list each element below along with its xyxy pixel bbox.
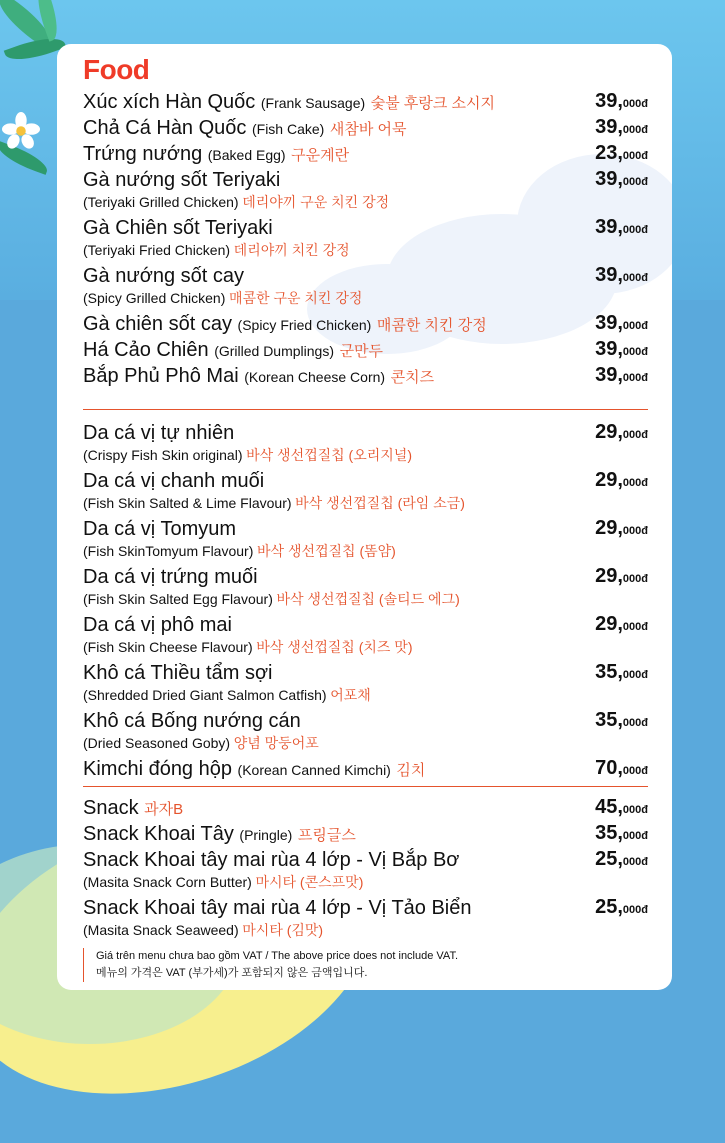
menu-item-line	[83, 613, 648, 637]
price-amount: 25,	[595, 848, 623, 870]
menu-item-korean: 데리야끼 치킨 강정	[233, 242, 350, 258]
menu-item-name: Da cá vị chanh muối	[83, 470, 265, 492]
price-unit: 000đ	[622, 272, 648, 284]
price-unit: 000đ	[622, 856, 648, 868]
menu-item-korean: 마시타 (김맛)	[242, 922, 324, 938]
menu-item-price	[595, 896, 648, 919]
price-unit: 000đ	[622, 717, 648, 729]
menu-item-name: Khô cá Thiều tẩm sợi	[83, 662, 273, 684]
menu-item-price	[595, 421, 648, 444]
menu-item	[83, 338, 648, 364]
menu-item-line	[83, 822, 648, 848]
menu-item-name: Snack Khoai Tây	[83, 823, 234, 845]
menu-item-line	[83, 116, 648, 142]
section-divider	[83, 409, 648, 410]
price-amount: 39,	[595, 168, 623, 190]
menu-item-korean: 어포채	[330, 687, 371, 703]
menu-item-subline	[83, 589, 648, 610]
menu-item-name: Khô cá Bống nướng cán	[83, 710, 301, 732]
price-unit: 000đ	[622, 621, 648, 633]
menu-item-name: Da cá vị tự nhiên	[83, 422, 235, 444]
vat-note-line: 메뉴의 가격은 VAT (부가세)가 포함되지 않은 금액입니다.	[96, 967, 368, 979]
menu-item-price	[595, 822, 648, 845]
menu-item-line	[83, 142, 648, 168]
menu-item-subline	[83, 541, 648, 562]
menu-item-english: (Frank Sausage)	[260, 95, 366, 111]
price-unit: 000đ	[622, 176, 648, 188]
price-unit: 000đ	[622, 765, 648, 777]
menu-item	[83, 661, 648, 706]
menu-item-line	[83, 661, 648, 685]
menu-item-korean: 콘치즈	[390, 369, 435, 386]
menu-item-name: Há Cảo Chiên	[83, 339, 209, 361]
menu-item-english: (Crispy Fish Skin original)	[83, 447, 243, 463]
menu-item-korean: 양념 망둥어포	[233, 735, 319, 751]
price-amount: 29,	[595, 565, 623, 587]
menu-item-korean: 과자B	[144, 801, 184, 818]
menu-item	[83, 168, 648, 213]
menu-item-name: Da cá vị phô mai	[83, 614, 232, 636]
price-amount: 29,	[595, 613, 623, 635]
menu-item-price	[595, 216, 648, 239]
page-title: Food	[83, 54, 150, 85]
menu-item	[83, 757, 648, 783]
menu-item-price	[595, 709, 648, 732]
menu-item-english: (Spicy Grilled Chicken)	[83, 290, 226, 306]
vat-note	[83, 948, 656, 982]
price-unit: 000đ	[622, 830, 648, 842]
menu-item-price	[595, 168, 648, 191]
menu-item-english: (Korean Canned Kimchi)	[237, 762, 391, 778]
menu-item-price	[595, 338, 648, 361]
menu-item-name: Gà nướng sốt Teriyaki	[83, 169, 281, 191]
menu-item-name: Xúc xích Hàn Quốc	[83, 91, 256, 113]
menu-item-price	[595, 661, 648, 684]
menu-item	[83, 565, 648, 610]
price-amount: 39,	[595, 116, 623, 138]
menu-item-english: (Fish SkinTomyum Flavour)	[83, 543, 254, 559]
price-amount: 29,	[595, 421, 623, 443]
menu-item-name: Gà nướng sốt cay	[83, 265, 245, 287]
price-unit: 000đ	[622, 669, 648, 681]
menu-item	[83, 264, 648, 309]
menu-item	[83, 822, 648, 848]
menu-item	[83, 896, 648, 941]
vat-note-line: Giá trên menu chưa bao gồm VAT / The above price does not include VAT.	[96, 950, 459, 962]
menu-item-price	[595, 116, 648, 139]
menu-item-name: Snack	[83, 797, 139, 819]
menu-item	[83, 216, 648, 261]
menu-item-english: (Masita Snack Corn Butter)	[83, 874, 252, 890]
menu-item	[83, 613, 648, 658]
price-amount: 35,	[595, 709, 623, 731]
price-unit: 000đ	[622, 150, 648, 162]
price-amount: 35,	[595, 822, 623, 844]
menu-item-price	[595, 613, 648, 636]
menu-item-price	[595, 469, 648, 492]
price-amount: 39,	[595, 364, 623, 386]
price-unit: 000đ	[622, 429, 648, 441]
price-unit: 000đ	[622, 573, 648, 585]
price-amount: 23,	[595, 142, 623, 164]
menu-item-price	[595, 848, 648, 871]
menu-item-english: (Teriyaki Fried Chicken)	[83, 242, 231, 258]
price-amount: 39,	[595, 312, 623, 334]
menu-item	[83, 312, 648, 338]
menu-item	[83, 709, 648, 754]
menu-item-line	[83, 709, 648, 733]
menu-item-korean: 매콤한 구운 치킨 강정	[229, 290, 363, 306]
menu-item-subline	[83, 445, 648, 466]
menu-item-subline	[83, 192, 648, 213]
menu-item	[83, 142, 648, 168]
menu-card	[57, 44, 672, 990]
menu-item-price	[595, 796, 648, 819]
menu-item-english: (Baked Egg)	[207, 147, 286, 163]
price-unit: 000đ	[622, 224, 648, 236]
price-amount: 29,	[595, 469, 623, 491]
menu-item-korean: 바삭 생선껍질칩 (치즈 맛)	[256, 639, 413, 655]
menu-item-name: Trứng nướng	[83, 143, 203, 165]
flower-icon	[2, 112, 40, 150]
menu-item-line	[83, 896, 648, 920]
menu-item-subline	[83, 733, 648, 754]
price-amount: 39,	[595, 216, 623, 238]
price-amount: 39,	[595, 90, 623, 112]
menu-item-english: (Fish Skin Salted Egg Flavour)	[83, 591, 273, 607]
menu-item-name: Bắp Phủ Phô Mai	[83, 365, 239, 387]
price-unit: 000đ	[622, 804, 648, 816]
menu-item-subline	[83, 920, 648, 941]
menu-item	[83, 796, 648, 822]
menu-item-korean: 바삭 생선껍질칩 (똠얌)	[257, 543, 396, 559]
menu-item-line	[83, 848, 648, 872]
menu-item-line	[83, 757, 648, 783]
menu-item-price	[595, 565, 648, 588]
menu-item	[83, 116, 648, 142]
menu-item-price	[595, 90, 648, 113]
menu-item-line	[83, 517, 648, 541]
menu-item-line	[83, 364, 648, 390]
menu-item-price	[595, 364, 648, 387]
price-amount: 29,	[595, 517, 623, 539]
menu-item-korean: 숯불 후랑크 소시지	[370, 95, 495, 112]
price-unit: 000đ	[622, 525, 648, 537]
menu-item-name: Kimchi đóng hộp	[83, 758, 232, 780]
price-unit: 000đ	[622, 124, 648, 136]
menu-item-korean: 매콤한 치킨 강정	[376, 317, 487, 334]
menu-item-korean: 바삭 생선껍질칩 (오리지널)	[246, 447, 412, 463]
price-amount: 39,	[595, 264, 623, 286]
menu-item-line	[83, 216, 648, 240]
menu-item-subline	[83, 493, 648, 514]
price-amount: 25,	[595, 896, 623, 918]
price-unit: 000đ	[622, 477, 648, 489]
menu-item	[83, 517, 648, 562]
menu-item-subline	[83, 288, 648, 309]
menu-item-line	[83, 168, 648, 192]
menu-item-name: Snack Khoai tây mai rùa 4 lớp - Vị Tảo Biển	[83, 897, 472, 919]
menu-item-korean: 데리야끼 구운 치킨 강정	[242, 194, 390, 210]
menu-item-price	[595, 312, 648, 335]
price-amount: 39,	[595, 338, 623, 360]
menu-item-korean: 김치	[396, 762, 426, 779]
menu-item-korean: 구운계란	[291, 147, 350, 164]
menu-item-english: (Grilled Dumplings)	[214, 343, 334, 359]
price-amount: 35,	[595, 661, 623, 683]
menu-item-subline	[83, 685, 648, 706]
menu-item-line	[83, 565, 648, 589]
menu-item-line	[83, 90, 648, 116]
menu-item-english: (Spicy Fried Chicken)	[237, 317, 372, 333]
menu-item-korean: 바삭 생선껍질칩 (라임 소금)	[295, 495, 465, 511]
menu-item-name: Gà chiên sốt cay	[83, 313, 232, 335]
menu-item-name: Snack Khoai tây mai rùa 4 lớp - Vị Bắp Bơ	[83, 849, 460, 871]
menu-item	[83, 469, 648, 514]
menu-item-english: (Pringle)	[239, 827, 293, 843]
menu-item-english: (Fish Cake)	[251, 121, 325, 137]
menu-item-subline	[83, 240, 648, 261]
menu-item-english: (Shredded Dried Giant Salmon Catfish)	[83, 687, 327, 703]
menu-item-price	[595, 264, 648, 287]
menu-item-line	[83, 312, 648, 338]
menu-item-name: Da cá vị Tomyum	[83, 518, 237, 540]
menu-item-price	[595, 517, 648, 540]
menu-item-korean: 새참바 어묵	[329, 121, 407, 138]
menu-item	[83, 421, 648, 466]
menu-item-english: (Masita Snack Seaweed)	[83, 922, 239, 938]
menu-item-name: Da cá vị trứng muối	[83, 566, 258, 588]
menu-item-korean: 마시타 (콘스프맛)	[255, 874, 364, 890]
menu-item-line	[83, 469, 648, 493]
menu-item-line	[83, 264, 648, 288]
menu-item-line	[83, 796, 648, 822]
price-unit: 000đ	[622, 346, 648, 358]
price-amount: 70,	[595, 757, 623, 779]
menu-content	[57, 44, 672, 990]
menu-item-korean: 바삭 생선껍질칩 (솔티드 에그)	[276, 591, 460, 607]
menu-item	[83, 364, 648, 390]
menu-item-english: (Teriyaki Grilled Chicken)	[83, 194, 239, 210]
menu-item	[83, 90, 648, 116]
menu-item-english: (Dried Seasoned Goby)	[83, 735, 231, 751]
menu-item-price	[595, 757, 648, 780]
menu-item-korean: 프링글스	[297, 827, 356, 844]
menu-item-name: Chả Cá Hàn Quốc	[83, 117, 247, 139]
menu-item-korean: 군만두	[339, 343, 384, 360]
price-unit: 000đ	[622, 98, 648, 110]
menu-item-line	[83, 421, 648, 445]
menu-item-subline	[83, 637, 648, 658]
menu-item-english: (Fish Skin Salted & Lime Flavour)	[83, 495, 292, 511]
price-unit: 000đ	[622, 320, 648, 332]
menu-item-line	[83, 338, 648, 364]
menu-item	[83, 848, 648, 893]
menu-item-english: (Korean Cheese Corn)	[244, 369, 386, 385]
price-unit: 000đ	[622, 904, 648, 916]
menu-item-english: (Fish Skin Cheese Flavour)	[83, 639, 253, 655]
price-amount: 45,	[595, 796, 623, 818]
menu-item-subline	[83, 872, 648, 893]
price-unit: 000đ	[622, 372, 648, 384]
menu-item-name: Gà Chiên sốt Teriyaki	[83, 217, 273, 239]
section-divider	[83, 786, 648, 787]
menu-item-price	[595, 142, 648, 165]
